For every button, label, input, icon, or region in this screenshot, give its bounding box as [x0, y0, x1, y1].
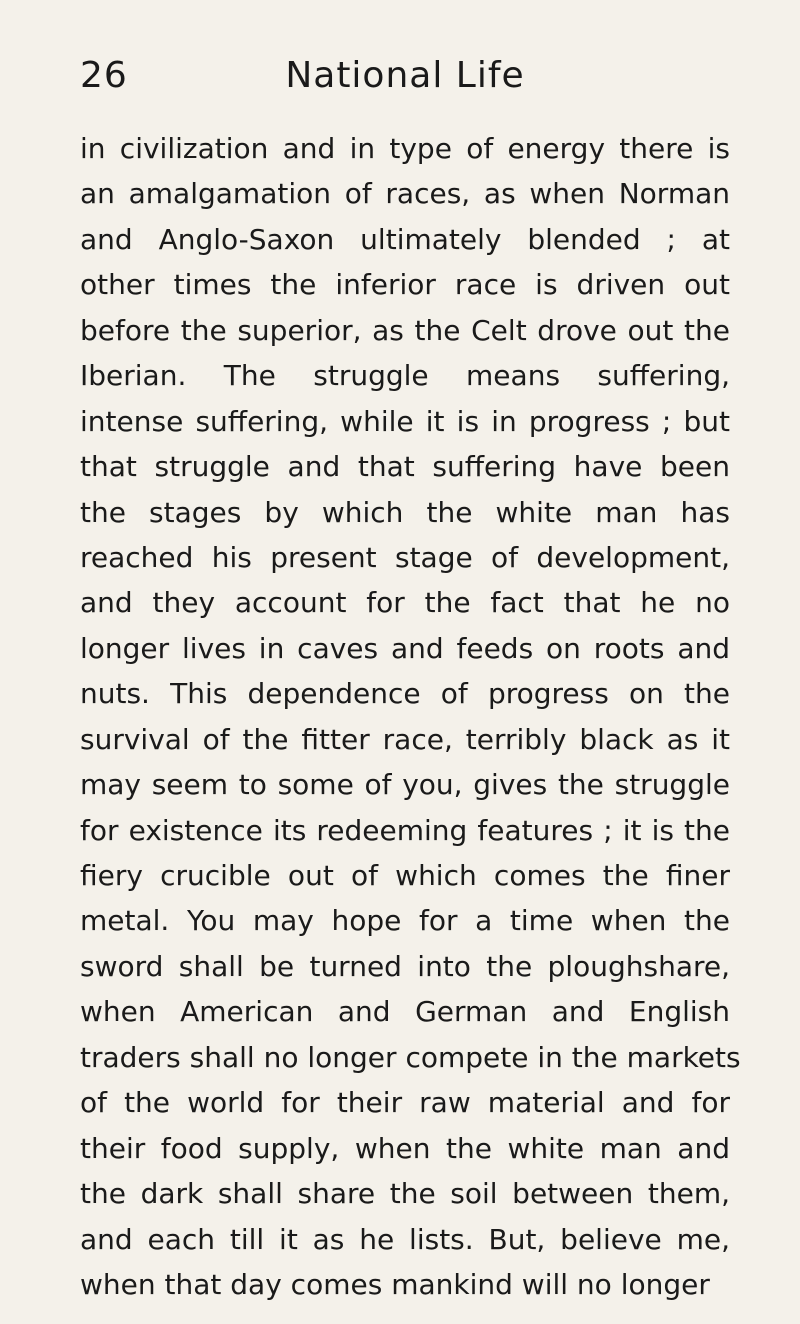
- text-line: that struggle and that suffering have been: [80, 450, 730, 484]
- running-title: National Life: [285, 55, 525, 96]
- text-line: traders shall no longer compete in the markets: [80, 1040, 741, 1074]
- text-line: fiery crucible out of which comes the finer: [80, 859, 730, 892]
- text-line: in civilization and in type of energy there is: [80, 132, 730, 165]
- text-line: their food supply, when the white man and: [80, 1131, 730, 1165]
- text-line: the stages by which the white man has: [80, 495, 730, 529]
- text-line: metal. You may hope for a time when the: [80, 904, 730, 938]
- text-line: nuts. This dependence of progress on the: [80, 677, 730, 711]
- text-line: an amalgamation of races, as when Norman: [80, 177, 730, 211]
- body-text: [80, 126, 741, 1307]
- text-line: other times the inferior race is driven out: [80, 268, 730, 302]
- text-line: when American and German and English: [80, 995, 730, 1029]
- text-line: Iberian. The struggle means suffering,: [80, 359, 730, 393]
- text-line: survival of the fitter race, terribly black as it: [80, 722, 730, 756]
- text-line: sword shall be turned into the ploughshare,: [80, 949, 730, 983]
- page-header: [80, 48, 730, 104]
- text-line: reached his present stage of development,: [80, 540, 730, 574]
- text-line: and Anglo-Saxon ultimately blended ; at: [80, 222, 730, 256]
- text-line: intense suffering, while it is in progress ; but: [80, 404, 730, 438]
- text-line: may seem to some of you, gives the struggle: [80, 768, 730, 802]
- text-line: and they account for the fact that he no: [80, 586, 730, 620]
- text-line: the dark shall share the soil between them,: [80, 1177, 730, 1211]
- text-line: of the world for their raw material and for: [80, 1086, 730, 1120]
- text-line: longer lives in caves and feeds on roots and: [80, 631, 730, 665]
- page-number: 26: [80, 55, 128, 96]
- text-line: for existence its redeeming features ; it is the: [80, 813, 730, 847]
- text-line: when that day comes mankind will no longer: [80, 1267, 710, 1301]
- text-line: and each till it as he lists. But, believe me,: [80, 1222, 730, 1256]
- text-line: before the superior, as the Celt drove out the: [80, 313, 730, 347]
